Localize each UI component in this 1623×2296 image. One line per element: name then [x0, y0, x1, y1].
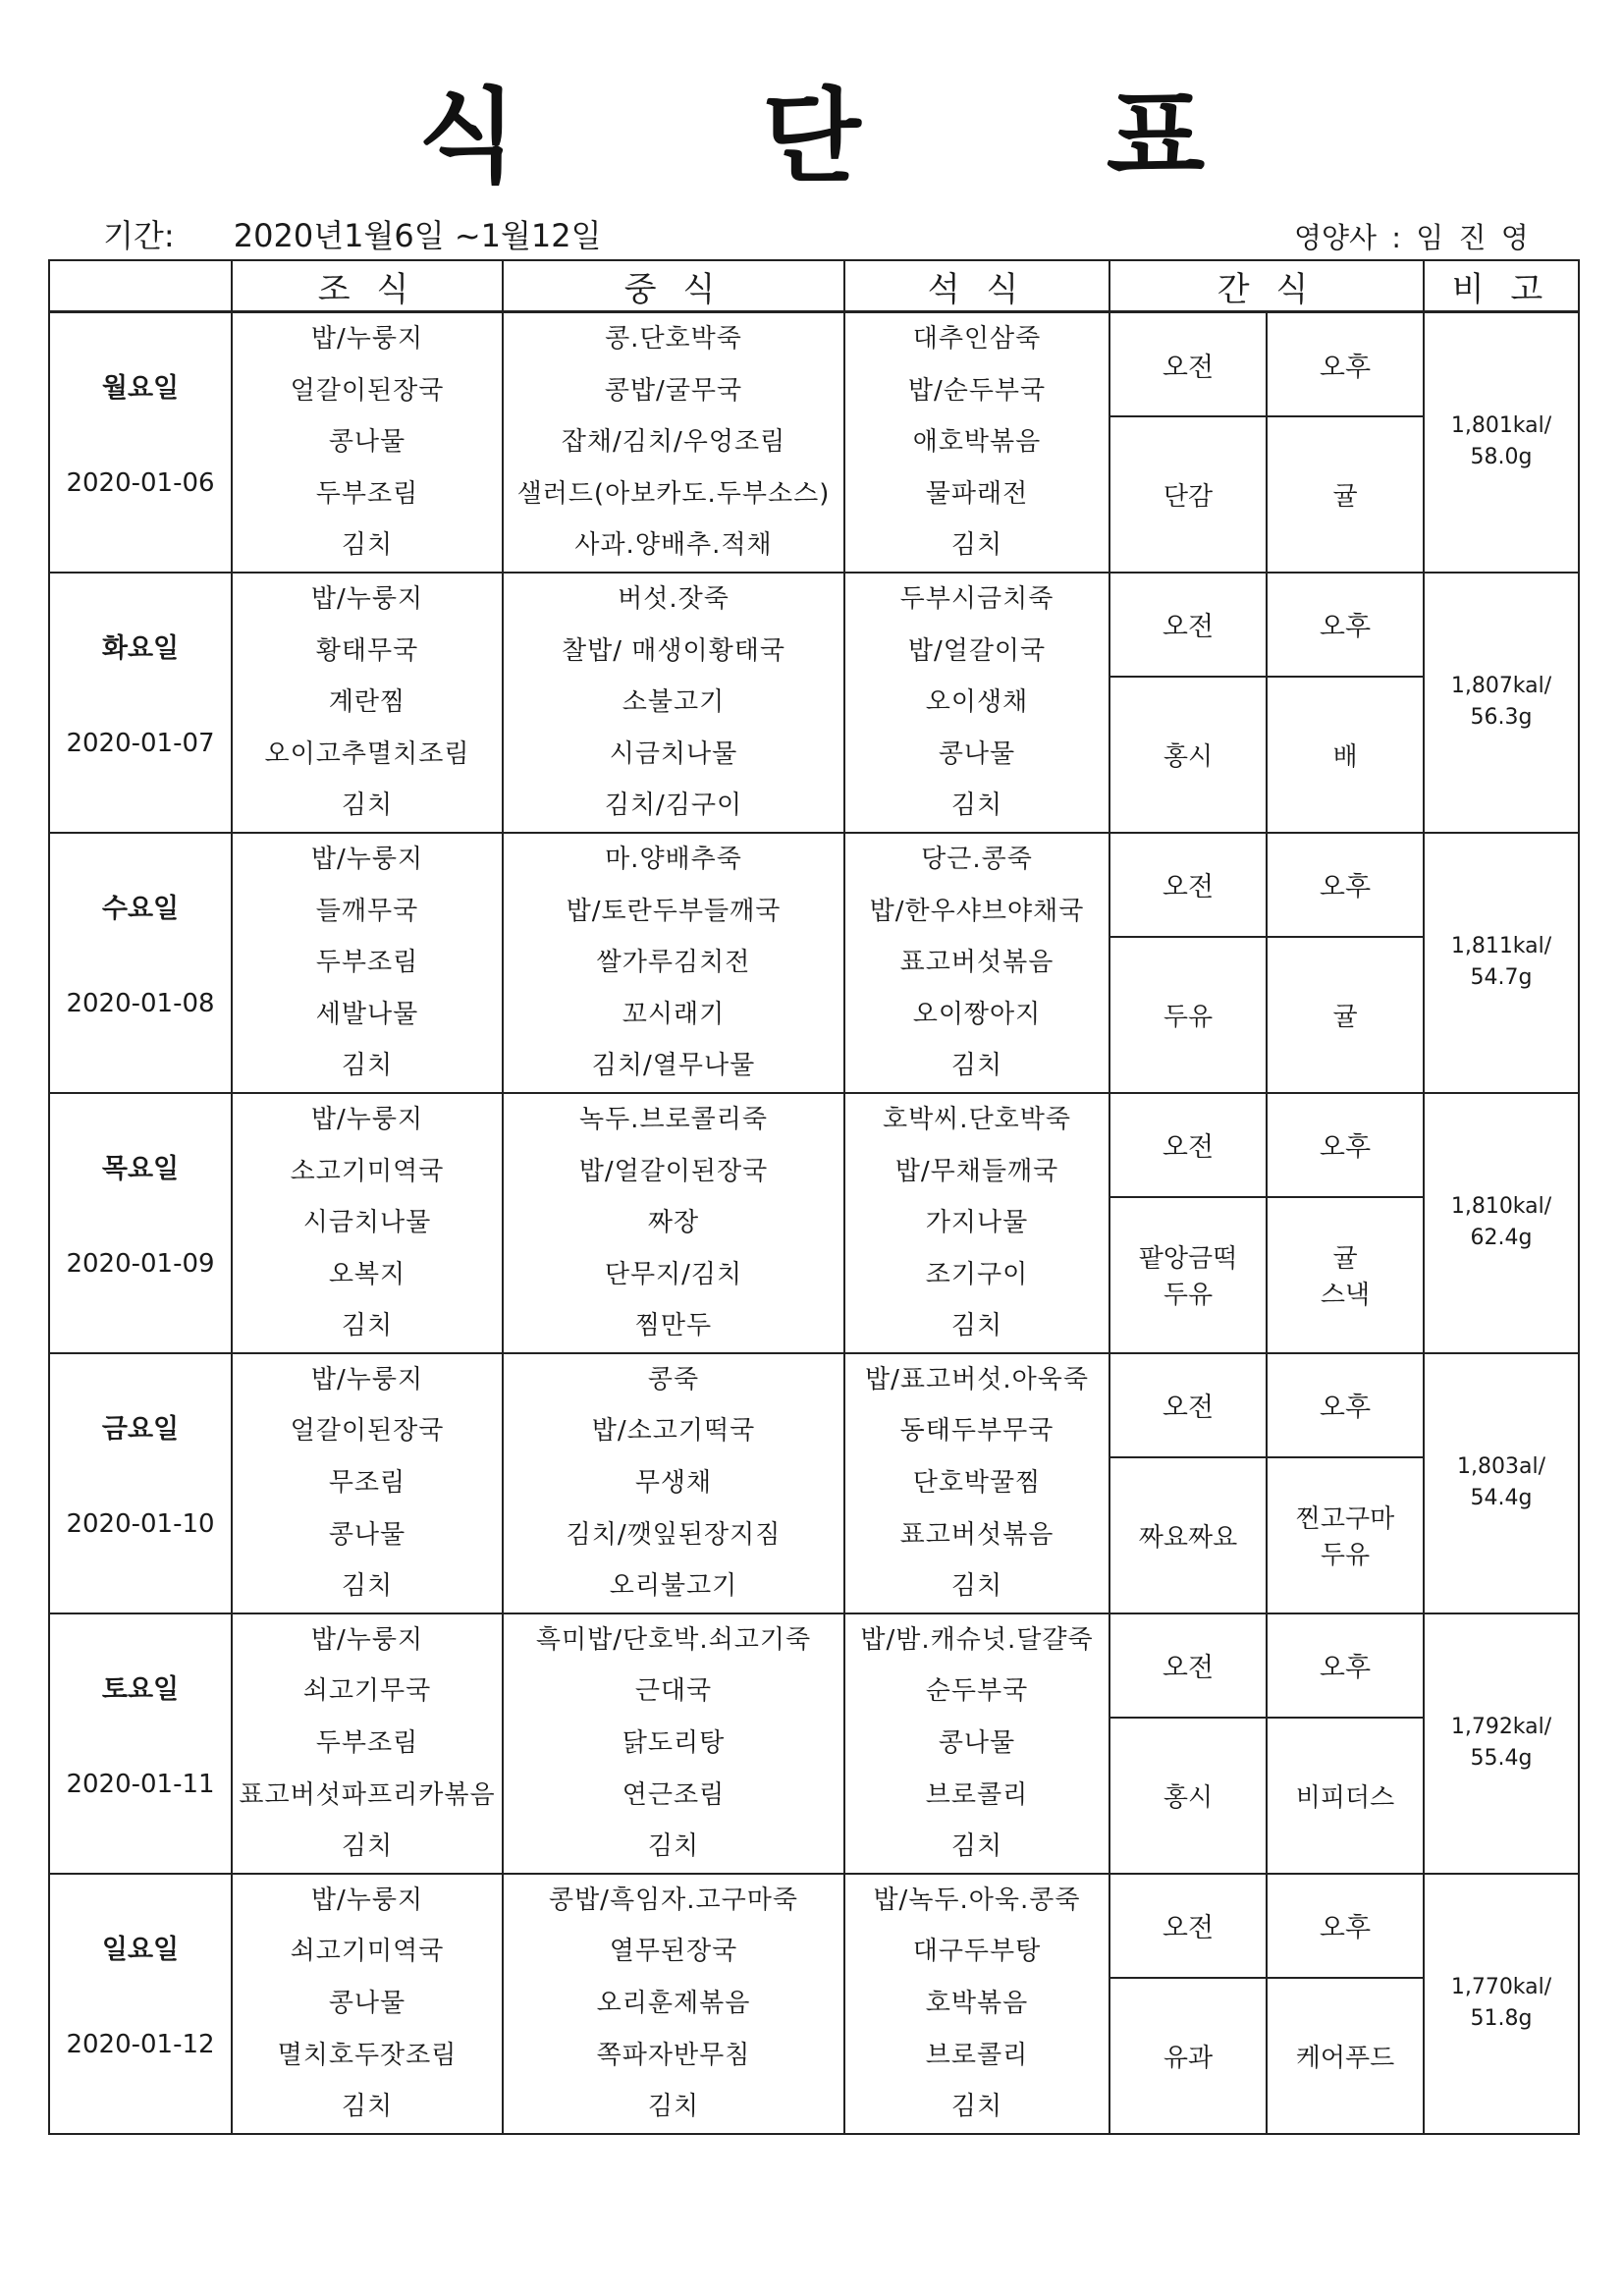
dinner-item: 가지나물 [925, 1208, 1029, 1238]
lunch-item: 사과.양배추.적채 [574, 530, 773, 561]
breakfast-item: 밥/누룽지 [310, 1885, 424, 1915]
lunch-item: 김치 [647, 2092, 700, 2122]
breakfast-item: 밥/누룽지 [310, 1104, 424, 1134]
day-date: 2020-01-10 [66, 1508, 215, 1539]
snack-am-header: 오전 [1109, 573, 1267, 677]
breakfast-item: 두부조림 [315, 478, 419, 509]
breakfast-item: 멸치호두잣조림 [277, 2040, 458, 2070]
header-row [49, 260, 1579, 312]
breakfast-item: 무조림 [328, 1468, 406, 1499]
breakfast-cell [232, 1093, 503, 1353]
snack-pm-header: 오후 [1267, 833, 1424, 937]
lunch-item: 닭도리탕 [622, 1728, 726, 1759]
note-cell: 1,811kal/ 54.7g [1424, 833, 1579, 1093]
day-name: 월요일 [101, 373, 180, 404]
breakfast-item: 계란찜 [328, 687, 406, 718]
dinner-item: 표고버섯볶음 [899, 1519, 1055, 1550]
breakfast-item: 콩나물 [328, 427, 406, 458]
breakfast-item: 김치 [341, 2092, 394, 2122]
lunch-item: 밥/얼갈이된장국 [578, 1156, 769, 1186]
snack-pm: 케어푸드 [1267, 1978, 1424, 2134]
dinner-item: 호박볶음 [925, 1989, 1029, 2018]
dinner-item: 대추인삼죽 [912, 324, 1042, 354]
lunch-item: 밥/토란두부들깨국 [566, 896, 782, 926]
snack-pm: 귤 스낵 [1267, 1197, 1424, 1353]
dinner-item: 오이짱아지 [912, 999, 1042, 1029]
dinner-item: 콩나물 [938, 738, 1016, 769]
dinner-item: 김치 [950, 1831, 1003, 1862]
dinner-item: 표고버섯볶음 [899, 948, 1055, 978]
breakfast-item: 김치 [341, 530, 394, 561]
snack-am-header: 오전 [1109, 833, 1267, 937]
day-date: 2020-01-06 [66, 468, 215, 498]
breakfast-item: 밥/누룽지 [310, 583, 424, 614]
lunch-item: 흑미밥/단호박.쇠고기죽 [535, 1624, 812, 1655]
title-char-2: 단 [762, 77, 861, 196]
snack-pm-header: 오후 [1267, 1353, 1424, 1457]
day-row [49, 312, 1579, 417]
day-cell [49, 312, 232, 573]
day-cell [49, 1353, 232, 1613]
breakfast-item: 김치 [341, 1831, 394, 1862]
lunch-item: 버섯.잣죽 [618, 583, 730, 614]
lunch-item: 연근조림 [622, 1779, 726, 1810]
note-cell: 1,807kal/ 56.3g [1424, 573, 1579, 833]
lunch-item: 김치 [647, 1831, 700, 1862]
breakfast-item: 밥/누룽지 [310, 844, 424, 874]
breakfast-item: 밥/누룽지 [310, 1364, 424, 1394]
day-date: 2020-01-11 [66, 1769, 215, 1799]
title-char-3: 표 [1106, 77, 1206, 196]
day-row [49, 1613, 1579, 1718]
dinner-item: 대구두부탕 [912, 1937, 1042, 1967]
dinner-item: 애호박볶음 [912, 427, 1042, 458]
breakfast-item: 김치 [341, 1571, 394, 1602]
lunch-item: 마.양배추죽 [605, 844, 742, 874]
breakfast-item: 두부조림 [315, 1728, 419, 1759]
breakfast-item: 밥/누룽지 [310, 1624, 424, 1655]
note-cell: 1,810kal/ 62.4g [1424, 1093, 1579, 1353]
snack-pm: 비피더스 [1267, 1718, 1424, 1874]
dinner-item: 김치 [950, 1051, 1003, 1081]
breakfast-item: 김치 [341, 1311, 394, 1341]
day-name: 화요일 [101, 632, 180, 664]
dinner-cell [844, 1353, 1109, 1613]
lunch-item: 콩밥/굴무국 [604, 375, 743, 406]
snack-pm: 귤 [1267, 416, 1424, 573]
snack-pm: 찐고구마 두유 [1267, 1457, 1424, 1613]
breakfast-item: 김치 [341, 791, 394, 821]
lunch-item: 김치/깻잎된장지짐 [566, 1519, 782, 1550]
breakfast-cell [232, 1874, 503, 2134]
day-cell [49, 1093, 232, 1353]
breakfast-item: 얼갈이된장국 [290, 1416, 445, 1447]
breakfast-cell [232, 312, 503, 573]
dinner-item: 오이생채 [925, 687, 1029, 718]
lunch-item: 무생채 [634, 1468, 713, 1499]
dinner-item: 밥/한우샤브야채국 [869, 896, 1085, 926]
lunch-cell [503, 573, 844, 833]
header-snack: 간 식 [1109, 260, 1424, 312]
breakfast-item: 오이고추멸치조림 [264, 738, 470, 769]
lunch-item: 콩.단호박죽 [605, 324, 742, 354]
snack-am: 유과 [1109, 1978, 1267, 2134]
snack-am: 팥앙금떡 두유 [1109, 1197, 1267, 1353]
breakfast-item: 소고기미역국 [290, 1156, 445, 1186]
snack-am-header: 오전 [1109, 1613, 1267, 1718]
dietitian [1294, 216, 1529, 256]
dinner-item: 순두부국 [925, 1676, 1029, 1707]
day-row [49, 833, 1579, 937]
breakfast-item: 콩나물 [328, 1989, 406, 2018]
lunch-item: 김치/김구이 [604, 791, 743, 821]
lunch-item: 쪽파자반무침 [596, 2040, 751, 2070]
day-row [49, 1093, 1579, 1197]
dinner-item: 조기구이 [925, 1259, 1029, 1289]
lunch-item: 꼬시래기 [622, 999, 726, 1029]
header-lunch: 중 식 [503, 260, 844, 312]
lunch-item: 열무된장국 [609, 1937, 738, 1967]
lunch-item: 녹두.브로콜리죽 [578, 1104, 769, 1134]
header-day [49, 260, 232, 312]
breakfast-item: 세발나물 [315, 999, 419, 1029]
lunch-item: 근대국 [634, 1676, 713, 1707]
lunch-cell [503, 833, 844, 1093]
snack-pm-header: 오후 [1267, 312, 1424, 417]
day-cell [49, 833, 232, 1093]
dinner-item: 밥/표고버섯.아욱죽 [865, 1364, 1089, 1394]
snack-pm-header: 오후 [1267, 1093, 1424, 1197]
dinner-cell [844, 312, 1109, 573]
note-cell: 1,803al/ 54.4g [1424, 1353, 1579, 1613]
lunch-item: 밥/소고기떡국 [591, 1416, 756, 1447]
dinner-item: 호박씨.단호박죽 [882, 1104, 1072, 1134]
lunch-item: 오리훈제볶음 [596, 1989, 751, 2018]
dinner-item: 김치 [950, 1571, 1003, 1602]
dinner-item: 김치 [950, 791, 1003, 821]
breakfast-cell [232, 1353, 503, 1613]
dinner-item: 김치 [950, 1311, 1003, 1341]
snack-am: 단감 [1109, 416, 1267, 573]
snack-am: 두유 [1109, 937, 1267, 1093]
day-row [49, 1353, 1579, 1457]
lunch-item: 콩밥/흑임자.고구마죽 [548, 1885, 799, 1915]
day-name: 금요일 [101, 1413, 180, 1445]
snack-am-header: 오전 [1109, 312, 1267, 417]
title-char-1: 식 [417, 77, 517, 196]
snack-pm-header: 오후 [1267, 573, 1424, 677]
snack-pm-header: 오후 [1267, 1874, 1424, 1978]
dinner-item: 단호박꿀찜 [912, 1468, 1042, 1499]
breakfast-item: 김치 [341, 1051, 394, 1081]
menu-table [48, 259, 1580, 2135]
lunch-item: 쌀가루김치전 [596, 948, 751, 978]
snack-am-header: 오전 [1109, 1874, 1267, 1978]
dinner-item: 물파래전 [925, 478, 1029, 509]
breakfast-cell [232, 1613, 503, 1874]
day-name: 수요일 [101, 893, 180, 924]
lunch-item: 단무지/김치 [604, 1259, 743, 1289]
lunch-item: 소불고기 [622, 687, 726, 718]
period-label: 기간: [103, 217, 175, 254]
lunch-cell [503, 1874, 844, 2134]
dinner-item: 밥/녹두.아욱.콩죽 [873, 1885, 1081, 1915]
breakfast-item: 들깨무국 [315, 896, 419, 926]
page-title [0, 54, 1623, 201]
day-date: 2020-01-08 [66, 988, 215, 1018]
day-date: 2020-01-07 [66, 728, 215, 758]
breakfast-item: 오복지 [328, 1259, 406, 1289]
dinner-item: 브로콜리 [925, 1779, 1029, 1810]
day-cell [49, 1874, 232, 2134]
header-dinner: 석 식 [844, 260, 1109, 312]
lunch-item: 샐러드(아보카도.두부소스) [516, 478, 831, 509]
lunch-cell [503, 1093, 844, 1353]
period-value: 2020년1월6일 ~1월12일 [233, 217, 602, 254]
snack-am-header: 오전 [1109, 1093, 1267, 1197]
lunch-item: 찜만두 [634, 1311, 713, 1341]
lunch-cell [503, 312, 844, 573]
dinner-cell [844, 573, 1109, 833]
day-row [49, 573, 1579, 677]
dinner-item: 브로콜리 [925, 2040, 1029, 2070]
lunch-item: 짜장 [647, 1208, 700, 1238]
dinner-item: 콩나물 [938, 1728, 1016, 1759]
dinner-item: 김치 [950, 2092, 1003, 2122]
snack-pm-header: 오후 [1267, 1613, 1424, 1718]
day-cell [49, 573, 232, 833]
breakfast-item: 시금치나물 [302, 1208, 432, 1238]
snack-am-header: 오전 [1109, 1353, 1267, 1457]
breakfast-item: 콩나물 [328, 1519, 406, 1550]
snack-pm: 귤 [1267, 937, 1424, 1093]
breakfast-item: 쇠고기미역국 [290, 1937, 445, 1967]
lunch-item: 오리불고기 [609, 1571, 738, 1602]
note-cell: 1,801kal/ 58.0g [1424, 312, 1579, 573]
dinner-cell [844, 833, 1109, 1093]
period [103, 211, 602, 256]
day-date: 2020-01-12 [66, 2029, 215, 2059]
dinner-item: 밥/얼갈이국 [907, 635, 1047, 666]
breakfast-item: 황태무국 [315, 635, 419, 666]
lunch-cell [503, 1613, 844, 1874]
breakfast-cell [232, 833, 503, 1093]
breakfast-item: 표고버섯파프리카볶음 [239, 1779, 496, 1810]
lunch-item: 김치/열무나물 [591, 1051, 756, 1081]
breakfast-item: 밥/누룽지 [310, 324, 424, 354]
dinner-item: 당근.콩죽 [921, 844, 1033, 874]
lunch-cell [503, 1353, 844, 1613]
dinner-cell [844, 1874, 1109, 2134]
dietitian-label: 영양사 : [1294, 221, 1402, 254]
breakfast-item: 얼갈이된장국 [290, 375, 445, 406]
note-cell: 1,792kal/ 55.4g [1424, 1613, 1579, 1874]
note-cell: 1,770kal/ 51.8g [1424, 1874, 1579, 2134]
lunch-item: 찰밥/ 매생이황태국 [562, 635, 785, 666]
day-date: 2020-01-09 [66, 1248, 215, 1279]
dinner-item: 밥/무채들깨국 [894, 1156, 1059, 1186]
dinner-item: 밥/밤.캐슈넛.달걀죽 [860, 1624, 1094, 1655]
day-name: 일요일 [101, 1934, 180, 1965]
lunch-item: 시금치나물 [609, 738, 738, 769]
snack-am: 홍시 [1109, 677, 1267, 833]
snack-am: 홍시 [1109, 1718, 1267, 1874]
dinner-cell [844, 1093, 1109, 1353]
day-name: 토요일 [101, 1673, 180, 1705]
breakfast-cell [232, 573, 503, 833]
lunch-item: 콩죽 [647, 1364, 700, 1394]
header-breakfast: 조 식 [232, 260, 503, 312]
day-cell [49, 1613, 232, 1874]
breakfast-item: 두부조림 [315, 948, 419, 978]
lunch-item: 잡채/김치/우엉조림 [561, 427, 786, 458]
dinner-item: 밥/순두부국 [907, 375, 1047, 406]
dinner-item: 동태두부무국 [899, 1416, 1055, 1447]
dinner-cell [844, 1613, 1109, 1874]
snack-pm: 배 [1267, 677, 1424, 833]
dinner-item: 김치 [950, 530, 1003, 561]
dinner-item: 두부시금치죽 [899, 583, 1055, 614]
header-note: 비 고 [1424, 260, 1579, 312]
breakfast-item: 쇠고기무국 [302, 1676, 432, 1707]
dietitian-name: 임 진 영 [1416, 221, 1529, 254]
day-name: 목요일 [101, 1153, 180, 1184]
snack-am: 짜요짜요 [1109, 1457, 1267, 1613]
day-row [49, 1874, 1579, 1978]
